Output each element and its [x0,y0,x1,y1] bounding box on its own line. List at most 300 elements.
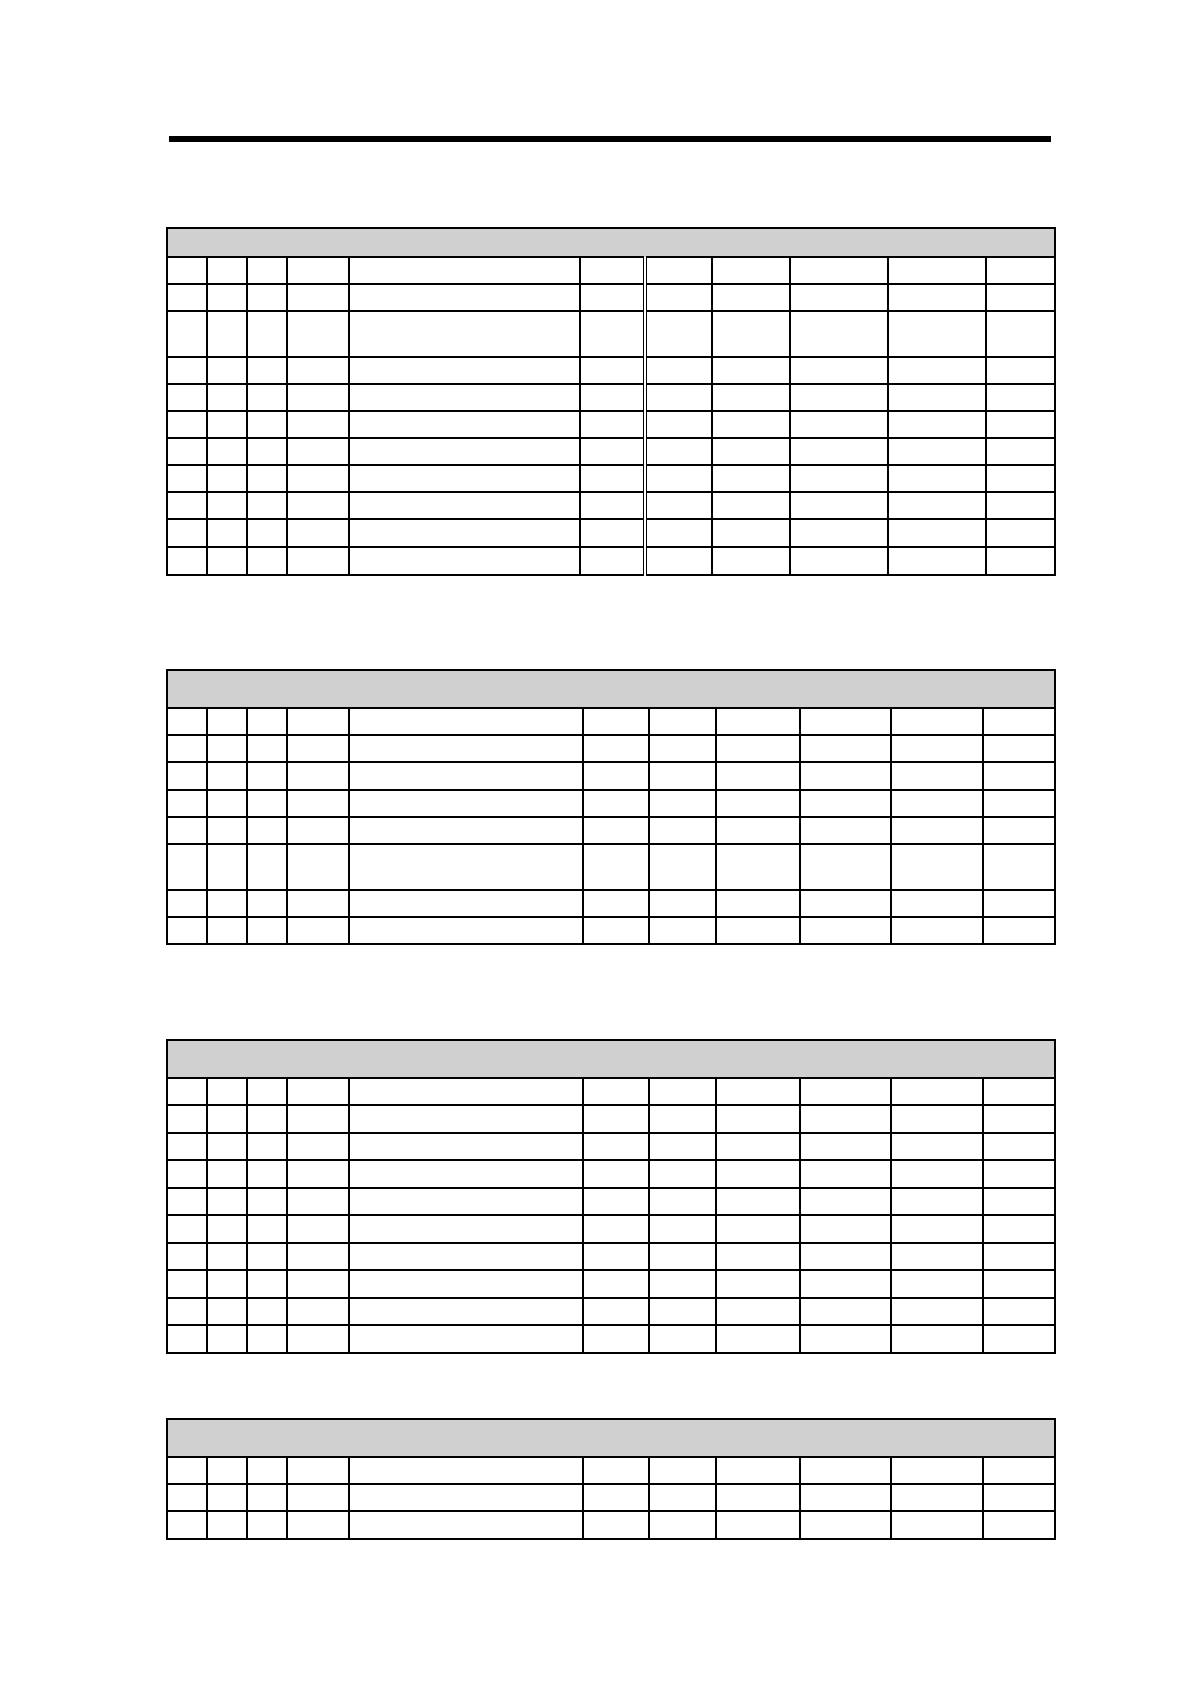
table-row [167,917,1055,944]
table-cell [207,547,247,575]
table-row [167,762,1055,790]
table-cell [207,1457,247,1484]
table-cell [986,357,1055,384]
table-cell [247,1457,287,1484]
table-cell [287,411,349,438]
table-cell [349,257,580,284]
table-cell [983,890,1055,917]
table-cell [983,1133,1055,1160]
table-cell [716,1078,800,1105]
table-cell [167,519,207,547]
table-cell [790,284,888,311]
table-cell [287,762,349,790]
table-cell [207,1215,247,1243]
table-cell [349,817,583,844]
table-cell [891,1484,983,1511]
table-cell [790,357,888,384]
table-cell [349,284,580,311]
table-cell [712,311,790,357]
table-cell [649,817,716,844]
table-cell [891,1457,983,1484]
table-cell [583,917,649,944]
table-row [167,844,1055,890]
table-cell [207,1078,247,1105]
table-cell [712,547,790,575]
table-cell [349,519,580,547]
table-cell [247,1270,287,1298]
table-cell [207,492,247,519]
table-cell [716,1298,800,1325]
table-cell [167,844,207,890]
table-cell [247,1484,287,1511]
table-cell [287,844,349,890]
table-3-header [167,1040,1055,1078]
table-cell [716,790,800,817]
table-cell [649,1243,716,1270]
table-row [167,1270,1055,1298]
table-cell [349,1484,583,1511]
table-cell [649,1484,716,1511]
table-cell [207,284,247,311]
table-cell [583,1243,649,1270]
table-cell [790,311,888,357]
table-cell [800,817,891,844]
table-cell [349,1105,583,1133]
table-cell [790,465,888,492]
table-cell [247,438,287,465]
table-cell [800,1243,891,1270]
table-cell [983,735,1055,762]
table-cell [986,384,1055,411]
table-cell [645,357,712,384]
table-cell [287,492,349,519]
table-cell [649,790,716,817]
table-row [167,1105,1055,1133]
table-row [167,1484,1055,1511]
table-row [167,411,1055,438]
table-cell [583,1270,649,1298]
table-cell [649,1160,716,1188]
table-cell [649,1325,716,1353]
table-cell [583,708,649,735]
table-cell [207,1270,247,1298]
table-cell [983,1160,1055,1188]
table-row [167,817,1055,844]
table-cell [712,438,790,465]
table-cell [580,519,645,547]
table-cell [287,1484,349,1511]
table-cell [983,1270,1055,1298]
table-cell [800,1484,891,1511]
table-cell [167,1160,207,1188]
table-cell [712,492,790,519]
table-cell [167,1298,207,1325]
table-cell [645,284,712,311]
table-cell [349,917,583,944]
table-cell [891,817,983,844]
table-cell [649,762,716,790]
table-cell [287,1078,349,1105]
table-cell [287,1270,349,1298]
table-cell [207,1325,247,1353]
table-cell [580,357,645,384]
table-cell [888,492,986,519]
table-row [167,547,1055,575]
table-cell [716,1243,800,1270]
top-rule [169,136,1051,142]
table-cell [207,1105,247,1133]
table-cell [287,1243,349,1270]
table-row [167,384,1055,411]
table-cell [649,917,716,944]
table-cell [247,284,287,311]
table-cell [891,1298,983,1325]
table-row [167,257,1055,284]
table-2 [166,669,1056,945]
table-cell [983,1188,1055,1215]
table-cell [349,790,583,817]
table-cell [247,357,287,384]
table-cell [800,844,891,890]
table-cell [649,1215,716,1243]
table-cell [716,1215,800,1243]
table-cell [349,1215,583,1243]
table-cell [349,311,580,357]
table-row [167,1243,1055,1270]
table-cell [983,708,1055,735]
table-cell [888,465,986,492]
table-cell [247,547,287,575]
table-row [167,1511,1055,1539]
table-cell [716,1105,800,1133]
table-cell [207,357,247,384]
table-4-header [167,1419,1055,1457]
table-cell [287,917,349,944]
table-cell [349,1298,583,1325]
table-cell [247,1511,287,1539]
table-cell [247,492,287,519]
table-row [167,708,1055,735]
table-cell [790,257,888,284]
table-cell [891,1133,983,1160]
table-1-header [167,228,1055,257]
table-cell [167,1457,207,1484]
table-cell [891,844,983,890]
table-row [167,284,1055,311]
table-cell [580,257,645,284]
table-cell [287,1457,349,1484]
table-cell [583,890,649,917]
table-cell [983,762,1055,790]
table-cell [247,465,287,492]
table-cell [167,917,207,944]
table-cell [247,735,287,762]
table-cell [247,1188,287,1215]
table-cell [888,284,986,311]
table-cell [649,844,716,890]
table-cell [583,1215,649,1243]
table-cell [986,492,1055,519]
table-cell [349,384,580,411]
table-cell [800,1078,891,1105]
table-cell [349,547,580,575]
table-cell [800,1270,891,1298]
table-cell [986,465,1055,492]
table-cell [583,735,649,762]
table-cell [287,465,349,492]
table-row [167,465,1055,492]
table-cell [247,1133,287,1160]
table-cell [986,438,1055,465]
table-cell [645,257,712,284]
table-cell [207,1511,247,1539]
table-cell [207,384,247,411]
table-row [167,790,1055,817]
table-cell [645,547,712,575]
table-cell [247,257,287,284]
table-cell [983,817,1055,844]
table-cell [888,357,986,384]
table-cell [716,708,800,735]
table-cell [247,1325,287,1353]
table-cell [287,817,349,844]
table-cell [167,284,207,311]
table-cell [167,1243,207,1270]
table-cell [287,384,349,411]
table-cell [712,357,790,384]
table-cell [207,1133,247,1160]
table-cell [247,844,287,890]
table-cell [287,1105,349,1133]
table-cell [349,1270,583,1298]
table-cell [891,762,983,790]
table-cell [983,1457,1055,1484]
table-cell [287,547,349,575]
table-cell [583,1298,649,1325]
table-cell [207,790,247,817]
table-cell [645,411,712,438]
table-cell [287,790,349,817]
table-cell [790,492,888,519]
table-cell [649,1270,716,1298]
table-cell [207,735,247,762]
table-cell [349,708,583,735]
table-cell [800,1188,891,1215]
table-cell [247,1243,287,1270]
table-cell [649,735,716,762]
table-cell [287,519,349,547]
table-cell [247,384,287,411]
table-cell [583,790,649,817]
table-cell [349,1160,583,1188]
table-cell [983,1078,1055,1105]
table-cell [983,1325,1055,1353]
table-cell [891,1511,983,1539]
table-cell [167,411,207,438]
table-cell [349,411,580,438]
table-cell [983,1243,1055,1270]
table-cell [167,311,207,357]
table-cell [349,438,580,465]
table-cell [983,917,1055,944]
table-cell [891,1243,983,1270]
table-cell [716,817,800,844]
table-cell [888,411,986,438]
table-cell [712,411,790,438]
table-cell [207,1243,247,1270]
table-cell [167,708,207,735]
table-cell [649,1298,716,1325]
table-cell [287,1188,349,1215]
table-cell [888,384,986,411]
table-cell [800,1298,891,1325]
table-row [167,311,1055,357]
table-cell [349,1511,583,1539]
table-cell [583,1511,649,1539]
table-cell [645,492,712,519]
table-cell [207,257,247,284]
table-cell [207,1160,247,1188]
table-cell [167,438,207,465]
table-row [167,357,1055,384]
table-cell [986,547,1055,575]
table-cell [247,762,287,790]
table-cell [287,1133,349,1160]
table-cell [167,1133,207,1160]
table-row [167,1298,1055,1325]
table-cell [800,1325,891,1353]
table-cell [583,1188,649,1215]
table-cell [649,1078,716,1105]
table-1 [166,227,1056,576]
table-cell [247,790,287,817]
table-cell [349,492,580,519]
table-cell [349,844,583,890]
table-cell [716,1188,800,1215]
table-cell [888,311,986,357]
table-row [167,735,1055,762]
table-cell [167,492,207,519]
table-cell [891,1215,983,1243]
table-cell [247,917,287,944]
table-cell [716,1457,800,1484]
table-cell [986,284,1055,311]
table-cell [247,311,287,357]
table-cell [891,1160,983,1188]
table-cell [891,708,983,735]
table-cell [888,438,986,465]
table-cell [287,1325,349,1353]
table-cell [167,735,207,762]
table-cell [800,917,891,944]
table-cell [247,411,287,438]
table-cell [716,1484,800,1511]
table-cell [891,890,983,917]
table-cell [247,817,287,844]
table-cell [287,257,349,284]
table-cell [287,1215,349,1243]
table-cell [716,917,800,944]
table-cell [583,817,649,844]
table-cell [207,519,247,547]
table-cell [287,1160,349,1188]
table-cell [716,1270,800,1298]
table-cell [891,735,983,762]
table-cell [167,1078,207,1105]
table-cell [649,890,716,917]
table-cell [167,890,207,917]
table-cell [580,411,645,438]
table-cell [712,384,790,411]
table-cell [349,1325,583,1353]
table-cell [583,1457,649,1484]
table-cell [891,790,983,817]
table-cell [207,1484,247,1511]
table-row [167,1133,1055,1160]
table-cell [167,465,207,492]
table-cell [712,519,790,547]
table-cell [583,1105,649,1133]
table-cell [891,1105,983,1133]
table-cell [207,762,247,790]
table-row [167,1457,1055,1484]
table-cell [207,890,247,917]
table-cell [712,465,790,492]
table-cell [167,1484,207,1511]
table-cell [287,735,349,762]
table-cell [800,890,891,917]
table-cell [986,257,1055,284]
table-cell [645,519,712,547]
table-cell [287,311,349,357]
table-cell [583,762,649,790]
table-cell [716,890,800,917]
table-row [167,492,1055,519]
table-cell [712,257,790,284]
table-cell [349,1188,583,1215]
table-row [167,1160,1055,1188]
table-cell [891,1188,983,1215]
table-cell [349,1133,583,1160]
table-cell [891,1078,983,1105]
table-cell [349,1457,583,1484]
table-cell [800,735,891,762]
table-cell [790,547,888,575]
table-cell [247,1215,287,1243]
table-cell [349,890,583,917]
table-cell [888,519,986,547]
table-cell [583,1078,649,1105]
table-cell [207,844,247,890]
table-cell [247,708,287,735]
table-cell [580,438,645,465]
table-cell [167,1188,207,1215]
table-cell [247,890,287,917]
table-cell [983,790,1055,817]
table-cell [247,1105,287,1133]
table-cell [649,1105,716,1133]
table-row [167,519,1055,547]
table-cell [287,708,349,735]
table-cell [247,1160,287,1188]
table-cell [583,844,649,890]
table-cell [167,257,207,284]
table-cell [649,1511,716,1539]
table-cell [167,817,207,844]
table-cell [207,438,247,465]
table-cell [207,465,247,492]
table-cell [800,1511,891,1539]
